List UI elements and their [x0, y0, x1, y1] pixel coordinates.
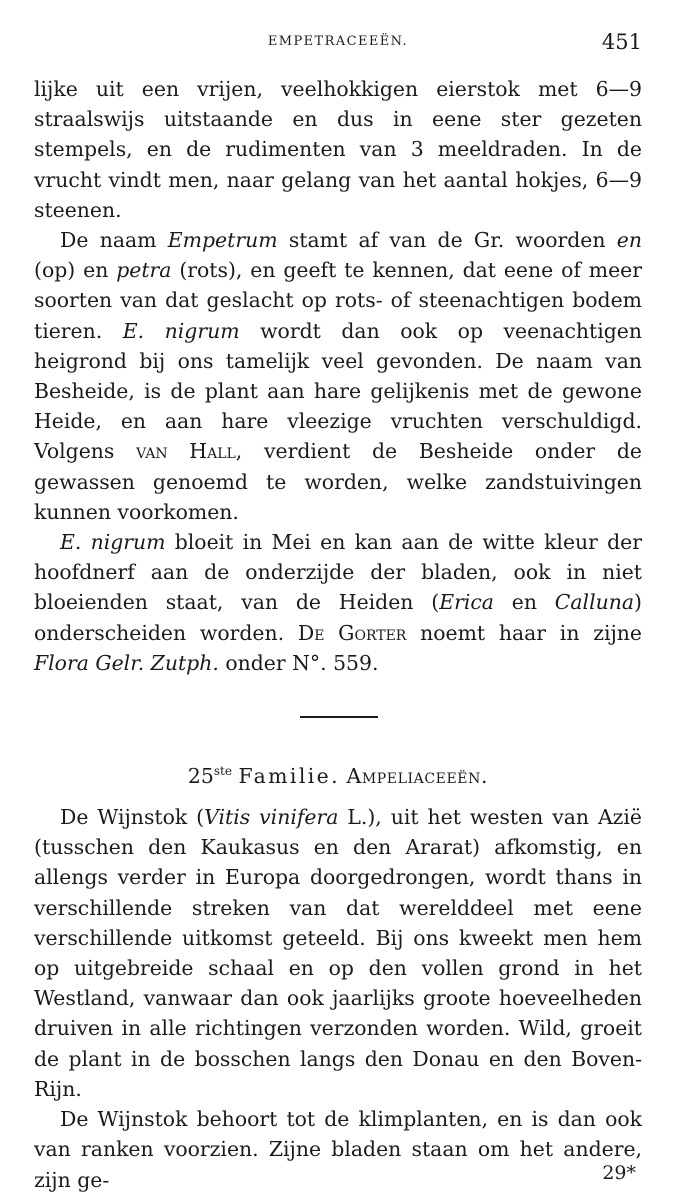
author-name: van Hall — [136, 439, 236, 464]
paragraph-vitis: De Wijnstok (Vitis vinifera L.), uit het westen van Azië (tusschen den Kaukasus en den Ararat) afkomstig, en allengs verder in Europa doorgedrongen, wordt thans in verschillende streken van dat werelddeel met eene verschillende uitkomst geteeld. Bij ons kweekt men hem op uitgebreide schaal en op den vollen grond in het Westland, vanwaar dan ook jaarlijks groote hoeveelheden druiven in alle richtingen verzonden worden. Wild, groeit de plant in de bosschen langs den Donau en den Boven-Rijn. — [34, 805, 643, 1101]
signature-mark: 29* — [602, 1162, 636, 1184]
running-head — [34, 30, 642, 60]
body-text — [34, 74, 642, 1195]
section-divider — [34, 678, 642, 756]
paragraph-name-origin: De naam Empetrum stamt af van de Gr. woorden en (op) en petra (rots), en geeft te kennen, dat eene of meer soorten van dat geslacht op rots- of steenachtigen bodem tieren. E. nigrum wordt dan ook op veenachtigen heigrond bij ons tamelijk veel gevonden. De naam van Besheide, is de plant aan hare gelijkenis met de gewone Heide, en aan hare vleezige vruchten verschuldigd. Volgens van Hall, verdient de Besheide onder de gewassen genoemd te worden, welke zandstuivingen kunnen voorkomen. — [34, 228, 642, 524]
family-heading: 25ste Familie. Ampeliaceeën. — [187, 763, 489, 788]
author-name: De Gorter — [297, 620, 407, 645]
paragraph-climbing: De Wijnstok behoort tot de klimplanten, en is dan ook van ranken voorzien. Zijne bladen staan om het andere, zijn ge- — [34, 1107, 642, 1192]
divider-rule — [300, 716, 378, 718]
paragraph-continuation: lijke uit een vrijen, veelhokkigen eierstok met 6—9 straalswijs uitstaande en dus in eene ster gezeten stempels, en de rudimenten van 3 meeldraden. In de vrucht vindt men, naar gelang van het aantal hokjes, 6—9 steenen. — [34, 77, 642, 222]
page-number: 451 — [601, 30, 642, 54]
paragraph-flowering: E. nigrum bloeit in Mei en kan aan de witte kleur der hoofdnerf aan de onderzijde der bladen, ook in niet bloeienden staat, van de Heiden (Erica en Calluna) onderscheiden worden. De Gorter noemt haar in zijne Flora Gelr. Zutph. onder N°. 559. — [34, 530, 642, 675]
running-title: EMPETRACEEËN. — [267, 34, 409, 49]
